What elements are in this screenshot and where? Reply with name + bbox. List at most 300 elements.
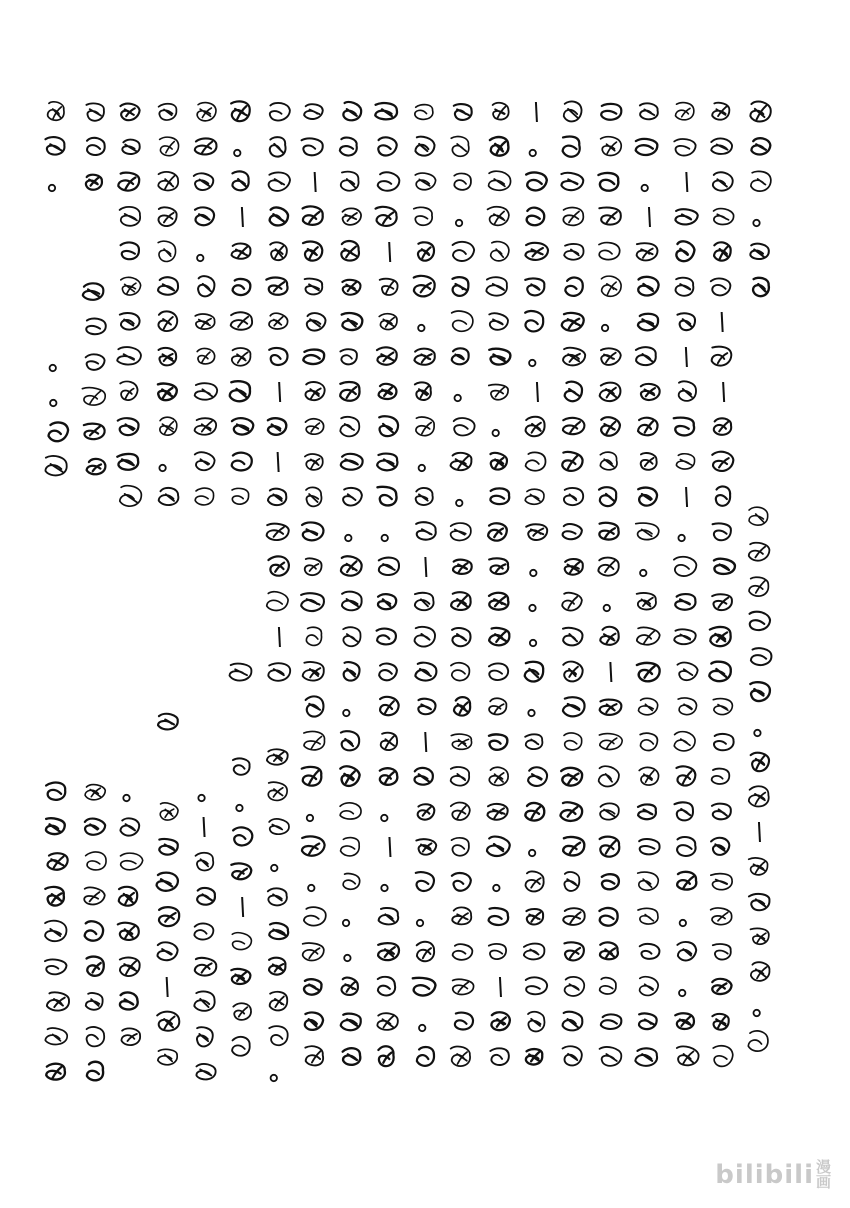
scribble-glyph bbox=[712, 452, 733, 471]
scribble-glyph bbox=[418, 242, 434, 260]
scribble-glyph bbox=[380, 279, 398, 295]
scribble-glyph bbox=[562, 593, 582, 611]
scribble-glyph bbox=[305, 1046, 323, 1065]
scribble-glyph bbox=[204, 817, 205, 837]
scribble-glyph bbox=[563, 208, 583, 226]
scribble-glyph bbox=[451, 1046, 470, 1066]
scribble-glyph bbox=[315, 172, 316, 192]
scribble-glyph bbox=[488, 207, 509, 226]
scribble-glyph bbox=[269, 819, 289, 834]
scribble-glyph bbox=[119, 887, 137, 906]
scribble-glyph bbox=[341, 454, 363, 470]
scribble-glyph bbox=[600, 978, 616, 994]
scribble-glyph bbox=[230, 381, 250, 401]
scribble-glyph bbox=[530, 570, 536, 576]
scribble-glyph bbox=[87, 957, 104, 976]
scribble-glyph bbox=[489, 734, 507, 749]
scribble-glyph bbox=[454, 418, 475, 435]
scribble-glyph bbox=[389, 837, 390, 857]
scribble-glyph bbox=[713, 523, 731, 540]
scribble-glyph bbox=[417, 920, 423, 926]
scribble-glyph bbox=[197, 888, 215, 905]
scribble-glyph bbox=[489, 313, 508, 329]
scribble-glyph bbox=[636, 347, 656, 365]
scribble-glyph bbox=[452, 277, 468, 296]
scribble-glyph bbox=[749, 858, 768, 875]
scribble-glyph bbox=[635, 1048, 657, 1066]
scribble-glyph bbox=[117, 347, 141, 364]
scribble-glyph bbox=[750, 101, 770, 121]
scribble-glyph bbox=[197, 103, 216, 121]
scribble-glyph bbox=[710, 627, 731, 646]
scribble-glyph bbox=[454, 173, 471, 189]
scribble-glyph bbox=[563, 348, 585, 366]
scribble-glyph bbox=[378, 1046, 393, 1066]
scribble-glyph bbox=[242, 897, 243, 917]
scribble-glyph bbox=[195, 314, 214, 329]
scribble-glyph bbox=[266, 278, 287, 295]
scribble-glyph bbox=[679, 990, 685, 996]
scribble-glyph bbox=[159, 348, 177, 366]
scribble-glyph bbox=[563, 1046, 582, 1065]
scribble-glyph bbox=[563, 524, 582, 539]
scribble-glyph bbox=[306, 487, 321, 506]
scribble-glyph bbox=[600, 627, 618, 645]
scribble-glyph bbox=[118, 923, 139, 940]
scribble-glyph bbox=[158, 384, 177, 401]
scribble-glyph bbox=[120, 486, 142, 506]
scribble-glyph bbox=[711, 874, 732, 890]
scribble-glyph bbox=[563, 697, 585, 716]
scribble-glyph bbox=[158, 207, 176, 226]
scribble-glyph bbox=[639, 1013, 657, 1029]
scribble-glyph bbox=[268, 663, 290, 681]
scribble-glyph bbox=[340, 766, 359, 786]
scribble-glyph bbox=[451, 734, 471, 749]
scribble-glyph bbox=[197, 348, 214, 363]
scribble-glyph bbox=[526, 1049, 542, 1064]
scribble-glyph bbox=[47, 992, 69, 1010]
scribble-glyph bbox=[375, 103, 397, 119]
scribble-glyph bbox=[196, 1064, 215, 1079]
scribble-glyph bbox=[167, 977, 168, 997]
scribble-glyph bbox=[525, 734, 542, 749]
scribble-glyph bbox=[233, 758, 250, 774]
scribble-glyph bbox=[195, 418, 217, 435]
scribble-glyph bbox=[565, 278, 582, 296]
scribble-glyph bbox=[750, 612, 771, 630]
scribble-glyph bbox=[340, 349, 357, 364]
scribble-glyph bbox=[159, 488, 179, 505]
scribble-glyph bbox=[563, 137, 580, 157]
scribble-glyph bbox=[640, 103, 658, 119]
scribble-glyph bbox=[342, 313, 363, 330]
scribble-glyph bbox=[195, 488, 213, 505]
scribble-glyph bbox=[419, 1025, 425, 1031]
scribble-glyph bbox=[486, 277, 507, 295]
scribble-glyph bbox=[711, 278, 731, 295]
scribble-glyph bbox=[415, 627, 435, 647]
scribble-glyph bbox=[751, 753, 769, 771]
scribble-glyph bbox=[379, 416, 398, 436]
scribble-glyph bbox=[159, 104, 177, 120]
scribble-glyph bbox=[242, 207, 243, 227]
scribble-glyph bbox=[680, 920, 686, 926]
scribble-glyph bbox=[599, 487, 616, 506]
scribble-glyph bbox=[48, 102, 64, 120]
scribble-glyph bbox=[528, 710, 534, 716]
scribble-glyph bbox=[713, 944, 731, 959]
scribble-glyph bbox=[85, 785, 105, 800]
scribble-glyph bbox=[123, 795, 129, 801]
scribble-glyph bbox=[341, 838, 360, 856]
scribble-glyph bbox=[641, 453, 657, 470]
scribble-glyph bbox=[563, 837, 584, 855]
scribble-glyph bbox=[46, 456, 67, 475]
scribble-glyph bbox=[675, 103, 693, 120]
scribble-glyph bbox=[342, 978, 358, 995]
scribble-glyph bbox=[636, 523, 659, 539]
scribble-glyph bbox=[340, 138, 357, 156]
scribble-glyph bbox=[674, 557, 697, 576]
scribble-glyph bbox=[711, 139, 732, 154]
scribble-glyph bbox=[305, 558, 322, 575]
scribble-glyph bbox=[269, 313, 288, 329]
scribble-glyph bbox=[414, 276, 435, 297]
scribble-glyph bbox=[269, 958, 285, 975]
scribble-glyph bbox=[121, 1028, 140, 1045]
scribble-glyph bbox=[489, 171, 511, 190]
scribble-glyph bbox=[268, 418, 286, 434]
scribble-glyph bbox=[302, 138, 323, 155]
scribble-glyph bbox=[749, 507, 768, 525]
scribble-glyph bbox=[639, 839, 659, 854]
scribble-glyph bbox=[489, 385, 508, 400]
scribble-glyph bbox=[674, 629, 695, 644]
scribble-glyph bbox=[415, 593, 434, 610]
scribble-glyph bbox=[493, 103, 509, 120]
scribble-glyph bbox=[536, 102, 537, 122]
scribble-glyph bbox=[234, 150, 240, 156]
scribble-glyph bbox=[267, 749, 288, 764]
scribble-glyph bbox=[416, 839, 436, 855]
scribble-glyph bbox=[305, 1012, 323, 1029]
scribble-glyph bbox=[231, 863, 251, 879]
scribble-glyph bbox=[118, 173, 139, 191]
scribble-glyph bbox=[638, 908, 658, 924]
scribble-glyph bbox=[341, 1014, 361, 1031]
scribble-glyph bbox=[711, 908, 732, 925]
scribble-glyph bbox=[341, 556, 362, 575]
scribble-glyph bbox=[527, 208, 545, 226]
scribble-glyph bbox=[195, 958, 217, 976]
scribble-glyph bbox=[641, 185, 647, 191]
scribble-glyph bbox=[565, 559, 583, 575]
scribble-glyph bbox=[232, 348, 251, 366]
scribble-glyph bbox=[637, 663, 660, 681]
scribble-glyph bbox=[389, 242, 390, 262]
scribble-glyph bbox=[722, 312, 723, 332]
scribble-glyph bbox=[377, 487, 396, 506]
scribble-glyph bbox=[343, 874, 359, 890]
scribble-glyph bbox=[270, 103, 290, 121]
scribble-glyph bbox=[306, 696, 324, 716]
scribble-glyph bbox=[713, 699, 732, 715]
scribble-glyph bbox=[709, 662, 730, 682]
scribble-glyph bbox=[230, 664, 252, 681]
scribble-glyph bbox=[637, 243, 658, 260]
scribble-glyph bbox=[677, 837, 696, 856]
scribble-glyph bbox=[121, 277, 141, 295]
scribble-glyph bbox=[160, 417, 177, 435]
scribble-glyph bbox=[564, 942, 583, 960]
scribble-glyph bbox=[674, 802, 693, 820]
scribble-glyph bbox=[50, 365, 56, 371]
scribble-glyph bbox=[712, 594, 732, 610]
scribble-glyph bbox=[491, 242, 509, 261]
scribble-glyph bbox=[714, 734, 734, 750]
scribble-glyph bbox=[303, 350, 324, 364]
scribble-glyph bbox=[678, 698, 696, 715]
scribble-glyph bbox=[526, 173, 547, 191]
scribble-glyph bbox=[45, 1028, 67, 1044]
scribble-glyph bbox=[425, 557, 426, 577]
scribble-glyph bbox=[676, 454, 694, 469]
scribble-glyph bbox=[638, 314, 658, 331]
scribble-glyph bbox=[270, 137, 286, 157]
scribble-glyph bbox=[525, 311, 543, 331]
scribble-glyph bbox=[85, 921, 103, 940]
scribble-glyph bbox=[195, 138, 217, 154]
scribble-glyph bbox=[599, 208, 620, 225]
scribble-glyph bbox=[87, 1062, 103, 1081]
scribble-glyph bbox=[415, 105, 433, 120]
scribble-glyph bbox=[376, 207, 397, 226]
scribble-glyph bbox=[561, 173, 583, 190]
scribble-glyph bbox=[232, 453, 252, 471]
scribble-glyph bbox=[489, 349, 510, 365]
scribble-glyph bbox=[269, 1026, 287, 1045]
scribble-glyph bbox=[46, 783, 65, 800]
scribble-glyph bbox=[638, 277, 658, 296]
scribble-glyph bbox=[377, 629, 396, 645]
scribble-glyph bbox=[686, 487, 687, 507]
scribble-glyph bbox=[378, 594, 396, 609]
scribble-glyph bbox=[232, 171, 248, 190]
scribble-glyph bbox=[753, 278, 769, 296]
scribble-glyph bbox=[452, 348, 469, 364]
scribble-glyph bbox=[381, 733, 397, 750]
scribble-glyph bbox=[83, 283, 104, 299]
scribble-glyph bbox=[712, 804, 731, 820]
scribble-glyph bbox=[712, 1014, 728, 1030]
scribble-glyph bbox=[714, 418, 731, 434]
scribble-glyph bbox=[87, 138, 105, 155]
scribble-glyph bbox=[676, 241, 694, 261]
scribble-glyph bbox=[493, 885, 499, 891]
scribble-glyph bbox=[562, 313, 584, 331]
scribble-glyph bbox=[562, 452, 582, 471]
scribble-glyph bbox=[675, 594, 695, 610]
scribble-glyph bbox=[122, 140, 139, 154]
scribble-glyph bbox=[451, 767, 469, 786]
scribble-glyph bbox=[82, 388, 105, 405]
scribble-glyph bbox=[236, 805, 242, 811]
scribble-glyph bbox=[454, 395, 460, 401]
scribble-glyph bbox=[454, 104, 472, 120]
scribble-glyph bbox=[526, 417, 545, 436]
scribble-glyph bbox=[601, 137, 622, 156]
scribble-glyph bbox=[452, 873, 471, 891]
scribble-glyph bbox=[301, 593, 324, 611]
scribble-glyph bbox=[489, 558, 508, 574]
scribble-glyph bbox=[231, 312, 252, 329]
scribble-glyph bbox=[271, 865, 277, 871]
scribble-glyph bbox=[380, 768, 397, 785]
scribble-glyph bbox=[453, 979, 474, 994]
scribble-glyph bbox=[451, 137, 469, 157]
scribble-glyph bbox=[341, 172, 359, 191]
scribble-glyph bbox=[198, 276, 214, 296]
scribble-glyph bbox=[599, 908, 617, 926]
scribble-glyph bbox=[381, 885, 387, 891]
scribble-glyph bbox=[602, 874, 619, 889]
scribble-glyph bbox=[270, 242, 287, 260]
scribble-glyph bbox=[48, 853, 68, 870]
scribble-glyph bbox=[563, 418, 584, 434]
scribble-glyph bbox=[754, 730, 760, 736]
scribble-glyph bbox=[340, 382, 359, 401]
scribble-glyph bbox=[639, 767, 658, 785]
scribble-glyph bbox=[526, 871, 544, 891]
scribble-glyph bbox=[759, 822, 760, 842]
scribble-glyph bbox=[565, 382, 582, 402]
scribble-glyph bbox=[451, 663, 469, 681]
scribble-glyph bbox=[268, 489, 286, 506]
scribble-glyph bbox=[379, 384, 397, 399]
scribble-glyph bbox=[600, 383, 621, 402]
scribble-glyph bbox=[46, 818, 65, 834]
scribble-glyph bbox=[638, 804, 656, 819]
scribble-glyph bbox=[159, 907, 179, 926]
scribble-glyph bbox=[563, 908, 584, 925]
scribble-glyph bbox=[537, 382, 538, 402]
scribble-glyph bbox=[675, 209, 697, 224]
scribble-glyph bbox=[50, 400, 56, 406]
scribble-glyph bbox=[452, 311, 473, 331]
scribble-glyph bbox=[716, 486, 730, 505]
scribble-glyph bbox=[49, 185, 55, 191]
scribble-glyph bbox=[489, 698, 506, 714]
scribble-glyph bbox=[377, 1013, 397, 1030]
scribble-glyph bbox=[342, 208, 361, 225]
scribble-glyph bbox=[158, 172, 178, 191]
scribble-glyph bbox=[120, 104, 139, 121]
scribble-glyph bbox=[452, 907, 471, 924]
scribble-glyph bbox=[749, 577, 768, 596]
scribble-glyph bbox=[302, 836, 325, 855]
scribble-glyph bbox=[232, 933, 251, 950]
scribble-glyph bbox=[120, 207, 141, 226]
scribble-glyph bbox=[45, 960, 67, 975]
scribble-glyph bbox=[87, 459, 106, 474]
scribble-glyph bbox=[748, 1031, 768, 1051]
scribble-glyph bbox=[416, 872, 434, 891]
scribble-glyph bbox=[340, 417, 359, 436]
scribble-glyph bbox=[638, 698, 657, 715]
scribble-glyph bbox=[753, 220, 759, 226]
scribble-glyph bbox=[601, 417, 620, 436]
scribble-glyph bbox=[158, 277, 178, 294]
scribble-glyph bbox=[158, 241, 175, 261]
scribble-glyph bbox=[304, 104, 323, 119]
scribble-glyph bbox=[379, 664, 397, 681]
scribble-glyph bbox=[528, 1012, 544, 1032]
scribble-glyph bbox=[414, 207, 432, 225]
scribble-glyph bbox=[600, 837, 620, 857]
scribble-glyph bbox=[308, 885, 314, 891]
scribble-glyph bbox=[600, 942, 618, 959]
scribble-glyph bbox=[525, 803, 544, 821]
scribble-glyph bbox=[750, 682, 770, 701]
scribble-glyph bbox=[157, 942, 177, 960]
scribble-glyph bbox=[419, 465, 425, 471]
scribble-glyph bbox=[638, 418, 658, 435]
scribble-glyph bbox=[637, 627, 660, 644]
scribble-glyph bbox=[415, 173, 435, 190]
scribble-glyph bbox=[86, 318, 106, 334]
scribble-glyph bbox=[305, 419, 323, 434]
scribble-glyph bbox=[563, 628, 582, 646]
scribble-glyph bbox=[530, 150, 536, 156]
scribble-glyph bbox=[451, 592, 471, 610]
scribble-glyph bbox=[303, 943, 324, 960]
scribble-glyph bbox=[341, 731, 359, 750]
scribble-glyph bbox=[599, 243, 620, 260]
scribble-glyph bbox=[561, 768, 582, 786]
scribble-glyph bbox=[564, 872, 579, 891]
scribble-glyph bbox=[345, 535, 351, 541]
scribble-glyph bbox=[414, 349, 434, 365]
scribble-glyph bbox=[425, 732, 426, 752]
scribble-glyph bbox=[377, 347, 397, 364]
scribble-glyph bbox=[489, 944, 506, 959]
scribble-glyph bbox=[269, 348, 287, 365]
scribble-glyph bbox=[712, 979, 731, 994]
scribble-glyph bbox=[194, 991, 214, 1010]
scribble-glyph bbox=[600, 700, 622, 715]
scribble-glyph bbox=[713, 1046, 733, 1067]
scribble-glyph bbox=[490, 137, 508, 156]
scribble-glyph bbox=[640, 944, 660, 959]
scribble-glyph bbox=[679, 381, 696, 401]
scribble-glyph bbox=[302, 767, 322, 786]
scribble-glyph bbox=[305, 382, 324, 400]
scribble-glyph bbox=[87, 1027, 105, 1046]
scribble-glyph bbox=[121, 853, 143, 870]
watermark-label: 漫画 bbox=[816, 1158, 833, 1191]
scribble-glyph bbox=[456, 220, 462, 226]
scribble-glyph bbox=[304, 731, 325, 749]
scribble-glyph bbox=[271, 1075, 277, 1081]
scribble-glyph bbox=[600, 803, 619, 819]
scribble-glyph bbox=[302, 522, 323, 540]
scribble-glyph bbox=[269, 923, 288, 939]
scribble-glyph bbox=[500, 977, 501, 997]
scribble-glyph bbox=[674, 732, 695, 751]
scribble-glyph bbox=[49, 422, 69, 441]
scribble-glyph bbox=[711, 838, 729, 855]
